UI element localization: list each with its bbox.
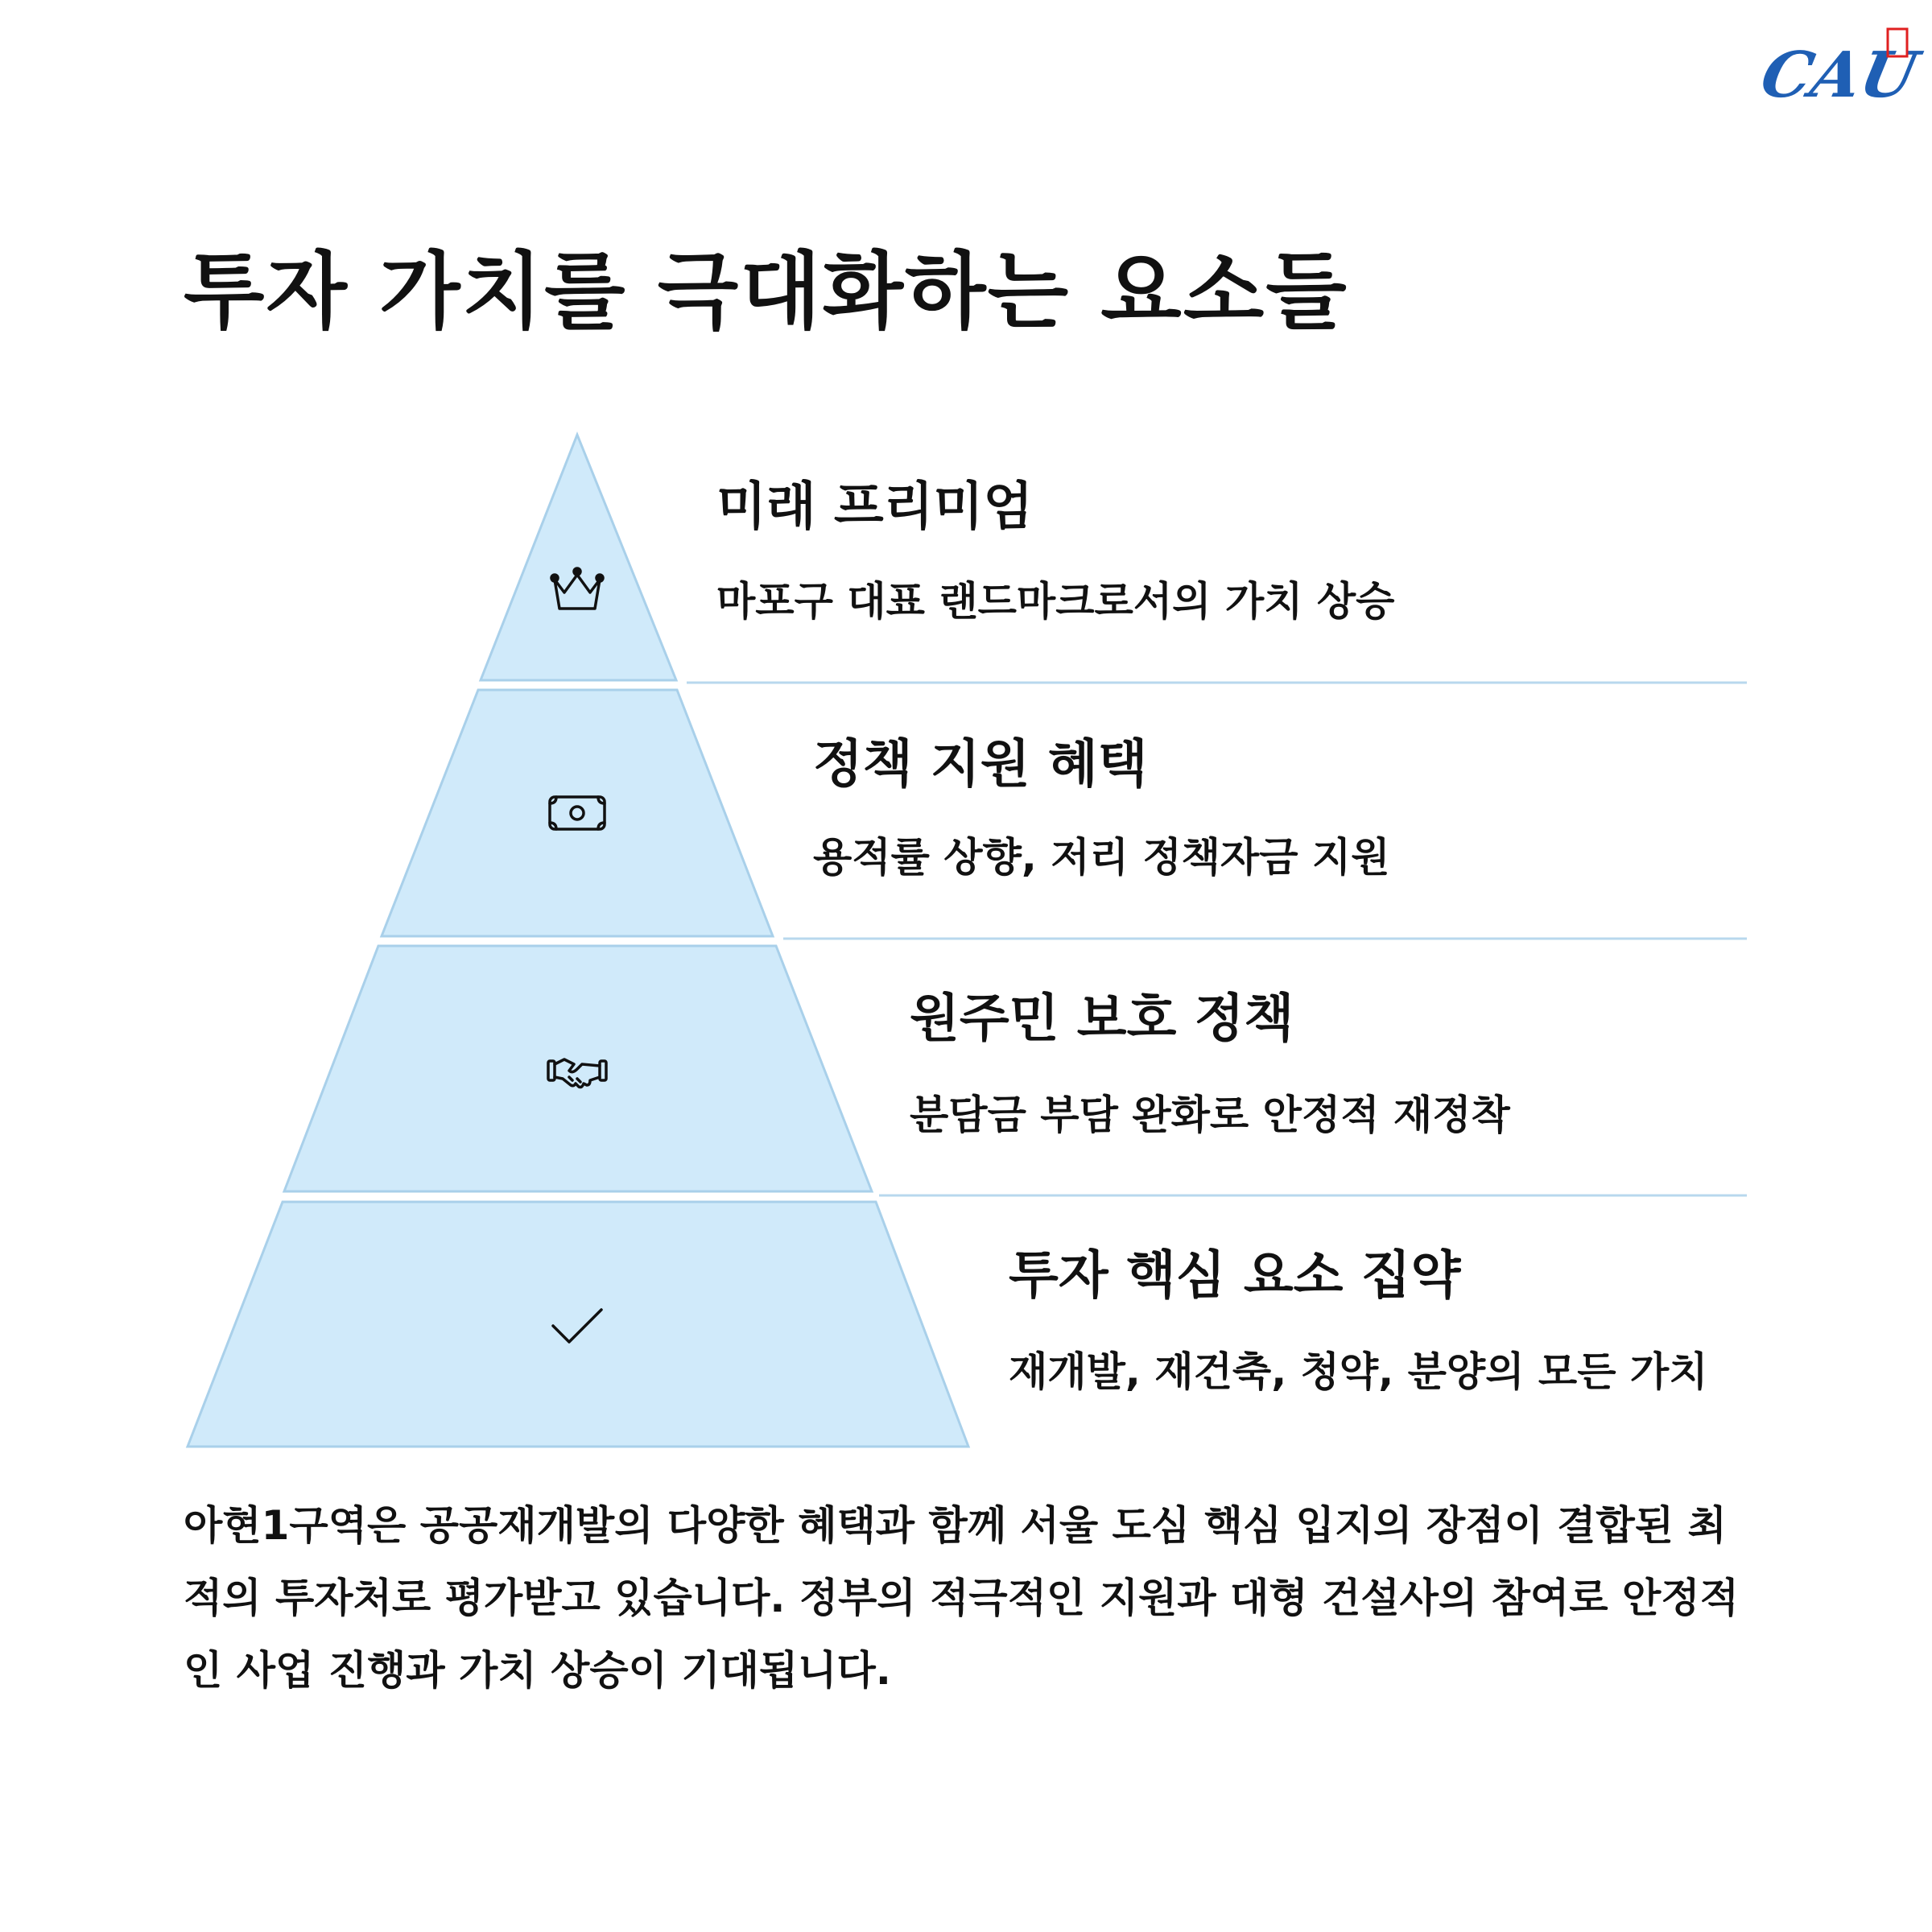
check-icon <box>545 1292 609 1356</box>
handshake-icon <box>545 1038 609 1103</box>
tier-4-title: 투자 핵심 요소 집약 <box>1009 1246 1461 1306</box>
tier-3-description: 분담금 부담 완화로 안정적 재정착 <box>910 1092 1510 1138</box>
tier-2-title: 정책 지원 혜택 <box>813 735 1148 795</box>
tier-1-title: 미래 프리미엄 <box>716 477 1034 537</box>
money-icon <box>545 781 609 845</box>
tier-4-description: 재개발, 재건축, 청약, 분양의 모든 가치 <box>1009 1348 1708 1395</box>
page-title: 투자 가치를 극대화하는 요소들 <box>184 242 1348 341</box>
tier-1-description: 마포구 대표 랜드마크로서의 가치 상승 <box>716 578 1395 625</box>
summary-paragraph: 아현1구역은 공공재개발의 다양한 혜택과 함께 서울 도심 핵심 입지의 장점이 결합된 최적의 투자처로 평가받고 있습니다. 정부의 적극적인 지원과 대형 건설사의 참여로 안정적인 사업 진행과 가치 상승이 기대됩니다. <box>184 1502 1739 1694</box>
logo-text: CAU <box>1754 37 1925 112</box>
crown-icon <box>545 555 609 620</box>
tier-2-description: 용적률 상향, 저리 정책자금 지원 <box>813 834 1390 881</box>
tier-3-title: 원주민 보호 정책 <box>910 989 1294 1049</box>
